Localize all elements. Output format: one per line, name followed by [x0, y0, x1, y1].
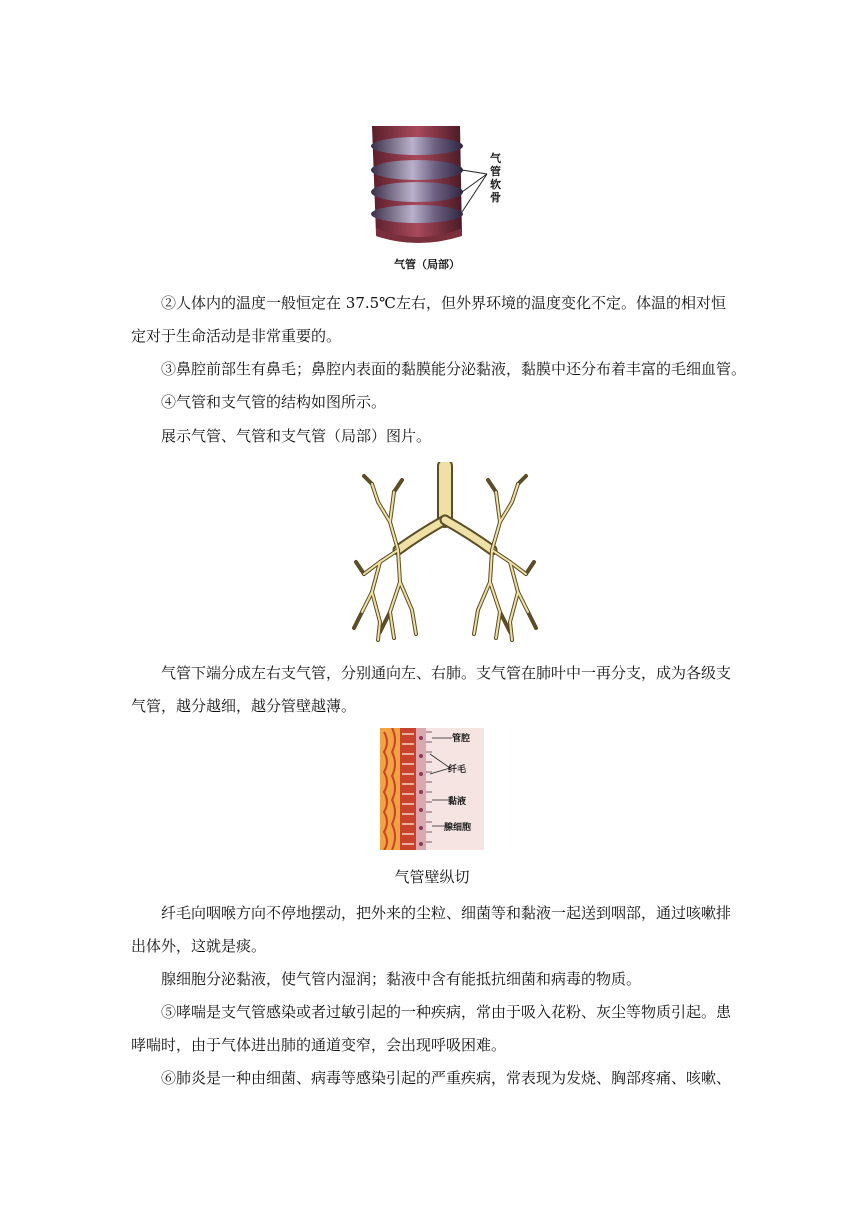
paragraph-show-images: 展示气管、气管和支气管（局部）图片。 [161, 427, 432, 445]
paragraph-nasal: ③鼻腔前部生有鼻毛；鼻腔内表面的黏膜能分泌黏液，黏膜中还分布着丰富的毛细血管。 [161, 360, 747, 378]
paragraph-gland: 腺细胞分泌黏液，使气管内湿润；黏液中含有能抵抗细菌和病毒的物质。 [161, 970, 642, 988]
bronchial-tree-figure [350, 462, 540, 646]
trachea-figure [362, 124, 512, 252]
paragraph-asthma: ⑤哮喘是支气管感染或者过敏引起的一种疾病，常由于吸入花粉、灰尘等物质引起。患哮喘时，由于气体进出肺的通道变窄，会出现呼吸困难。 [131, 1003, 732, 1054]
label-gland-cell: 腺细胞 [444, 823, 472, 833]
tracheal-wall-figure [380, 728, 484, 850]
label-lumen: 管腔 [452, 734, 471, 744]
bronchial-tree-illustration [350, 462, 540, 646]
figure1-caption: 气管（局部） [394, 258, 460, 271]
figure3-caption: 气管壁纵切 [394, 868, 470, 886]
paragraph-cilia: 纤毛向咽喉方向不停地摆动，把外来的尘粒、细菌等和黏液一起送到咽部，通过咳嗽排出体外，这就是痰。 [131, 904, 732, 955]
paragraph-structure: ④气管和支气管的结构如图所示。 [161, 393, 387, 411]
paragraph-temperature: ②人体内的温度一般恒定在 37.5℃左右，但外界环境的温度变化不定。体温的相对恒定对于生命活动是非常重要的。 [131, 294, 726, 345]
paragraph-bronchi: 气管下端分成左右支气管，分别通向左、右肺。支气管在肺叶中一再分支，成为各级支气管，越分越细，越分管壁越薄。 [131, 664, 732, 715]
label-mucus: 黏液 [448, 797, 467, 807]
paragraph-pneumonia: ⑥肺炎是一种由细菌、病毒等感染引起的严重疾病，常表现为发烧、胸部疼痛、咳嗽、 [161, 1069, 732, 1087]
label-cilia: 纤毛 [448, 765, 467, 775]
cartilage-label: 气管软骨 [490, 152, 501, 204]
